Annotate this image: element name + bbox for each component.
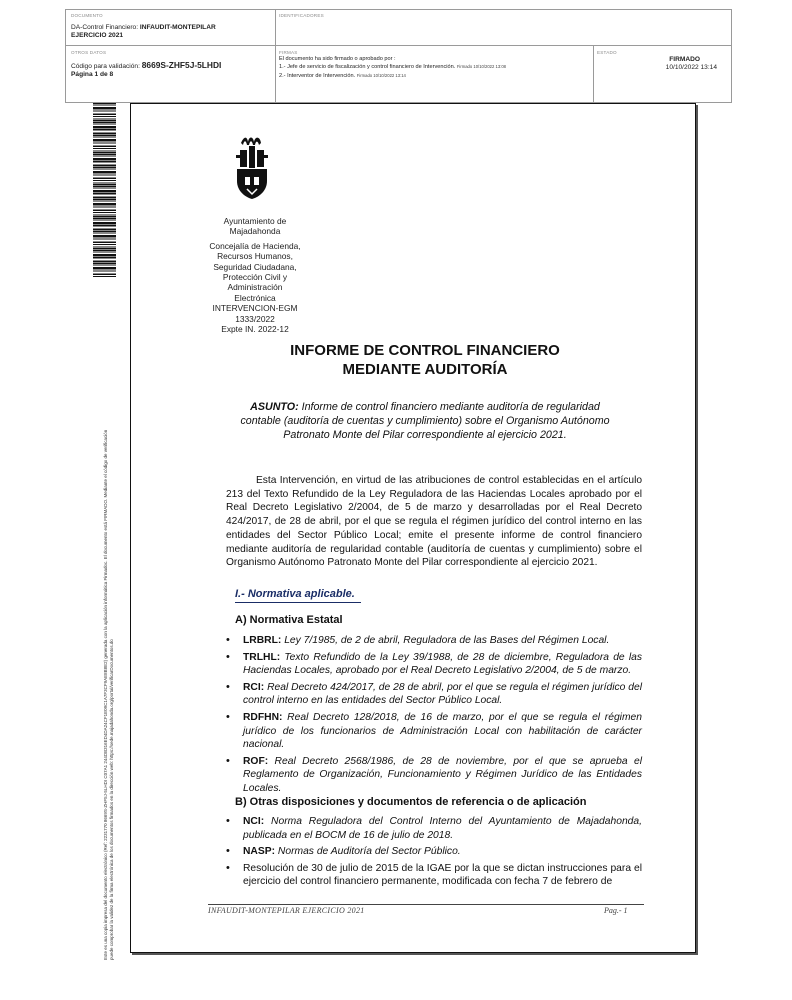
intro-paragraph: Esta Intervención, en virtud de las atribuciones de control establecidas en el artículo 213 del Texto Refundido de la Ley Reguladora de las Haciendas Locales aprobado por el Real Decreto Legislativo 2/2004, de 5 de marzo y desarrolladas por el Real Decreto 424/2017, de 28 de abril, por el que se regula el régimen jurídico del control interno en las entidades del Sector Público Local; emite el presente informe de control financiero mediante auditoría de regularidad contable (auditoría de cuentas y cumplimiento) sobre el Organismo Autónomo Patronato Monte del Pilar correspondiente al ejercicio 2021. — [226, 475, 642, 569]
section-underline — [235, 602, 361, 603]
title-line-2: MEDIANTE AUDITORÍA — [342, 361, 508, 378]
firma-2: 2.- Interventor de Intervención. Firmado 10/10/2022 13:14 — [279, 72, 406, 79]
organization-block — [205, 216, 305, 334]
org-line: Concejalía de Hacienda, — [209, 240, 301, 251]
normativa-estatal-list — [226, 634, 642, 799]
pagina-indicator: Página 1 de 8 — [71, 71, 114, 78]
documento-year: EJERCICIO 2021 — [71, 32, 124, 39]
list-item: • RDFHN: Real Decreto 128/2018, de 16 de marzo, por el que se regula el régimen jurídico de los funcionarios de Administración Local con habilitación de carácter nacional. — [226, 711, 642, 752]
codigo-value: 8669S-ZHF5J-5LHDI — [141, 60, 222, 70]
section-heading: I.- Normativa aplicable. — [235, 588, 355, 600]
footer-reference: INFAUDIT-MONTEPILAR EJERCICIO 2021 — [208, 906, 365, 915]
estado-date: 10/10/2022 13:14 — [665, 64, 717, 71]
footer-divider — [208, 904, 644, 905]
page-number: Pag.- 1 — [604, 906, 628, 915]
subheading-estatal: A) Normativa Estatal — [235, 614, 343, 626]
org-line: INTERVENCION-EGM — [212, 303, 298, 314]
asunto-text: Informe de control financiero mediante auditoría de regularidad contable (auditoría de cuentas y cumplimiento) sobre el Organismo Autónomo Patronato Monte del Pilar correspondiente al ejercicio 2021. — [240, 401, 610, 441]
list-item: • Resolución de 30 de julio de 2015 de la IGAE por la que se dictan instrucciones para el ejercicio del control financiero permanente, modificada con fecha 7 de febrero de — [226, 862, 642, 889]
firmas-intro: El documento ha sido firmado o aprobado por : — [279, 56, 396, 62]
list-item: • ROF: Real Decreto 2568/1986, de 28 de noviembre, por el que se aprueba el Reglamento de Organización, Funcionamiento y Régimen Jurídico de las Entidades Locales. — [226, 755, 642, 796]
org-line: Seguridad Ciudadana, — [213, 261, 297, 272]
firma-1: 1.- Jefe de servicio de fiscalización y control financiero de Intervención. Firmado 10/10/2022 13:08 — [279, 64, 506, 71]
documento-label: DOCUMENTO — [71, 13, 103, 18]
side-text-line-2: puede comprobar la validez de la firma electrónica de los documentos firmados en la dirección web: https://sede.majadahonda.org/portal/verificarDocumentos.do — [108, 639, 114, 960]
subheading-otras: B) Otras disposiciones y documentos de referencia o de aplicación — [235, 796, 587, 808]
identificadores-label: IDENTIFICADORES — [279, 13, 324, 18]
identificadores-cell — [279, 13, 324, 18]
majadahonda-crest-icon — [233, 133, 271, 201]
list-item: • TRLHL: Texto Refundido de la Ley 39/1988, de 28 de diciembre, Reguladora de las Haciendas Locales, aprobado por el Real Decreto Legislativo 2/2004, de 5 de marzo. — [226, 651, 642, 678]
validation-header — [65, 9, 732, 103]
otras-disposiciones-list — [226, 815, 642, 892]
org-line: Expte IN. 2022-12 — [221, 324, 289, 335]
org-line: Administración — [227, 282, 283, 293]
org-name-2: Majadahonda — [229, 226, 281, 237]
list-item: • RCI: Real Decreto 424/2017, de 28 de abril, por el que se regula el régimen jurídico del control interno en las entidades del Sector Público Local. — [226, 681, 642, 708]
documento-prefix: DA-Control Financiero: — [71, 24, 140, 31]
estado-value: FIRMADO — [669, 56, 700, 63]
org-line: Protección Civil y — [222, 272, 288, 283]
estado-cell — [597, 50, 727, 72]
org-line: 1333/2022 — [235, 313, 275, 324]
report-title — [240, 341, 610, 379]
validation-barcode — [93, 103, 116, 278]
title-line-1: INFORME DE CONTROL FINANCIERO — [290, 342, 560, 359]
codigo-label: Código para validación: — [71, 63, 142, 70]
org-name-1: Ayuntamiento de — [223, 216, 287, 226]
org-line: Electrónica — [234, 292, 276, 303]
side-text-line-1: Este es una copia impresa del documento electrónico (Ref: 2231770 8669S-ZHF5J-5LHDI C07A1 244DB316ED4DA24CF1E09C1A7F3CF9AE8B8E2) generada con la aplicación informática Firmadoc. El documento está FIRMADO. Mediante el código de verificación — [103, 429, 108, 960]
list-item: • NCI: Norma Reguladora del Control Interno del Ayuntamiento de Majadahonda, publicada en el BOCM de 16 de julio de 2018. — [226, 815, 642, 842]
list-item: • LRBRL: Ley 7/1985, de 2 de abril, Reguladora de las Bases del Régimen Local. — [226, 634, 642, 648]
list-item: • NASP: Normas de Auditoría del Sector Público. — [226, 845, 642, 859]
asunto-block — [240, 400, 610, 442]
asunto-label: ASUNTO: — [250, 401, 299, 413]
otros-label: OTROS DATOS — [71, 50, 107, 55]
firmas-cell — [279, 50, 589, 80]
firmas-label: FIRMAS — [279, 50, 298, 55]
estado-label: ESTADO — [597, 50, 617, 55]
documento-name: INFAUDIT-MONTEPILAR — [139, 24, 216, 31]
documento-cell — [71, 13, 271, 40]
org-line: Recursos Humanos, — [217, 251, 293, 262]
side-verification-text — [103, 280, 114, 960]
otros-datos-cell — [71, 50, 271, 79]
